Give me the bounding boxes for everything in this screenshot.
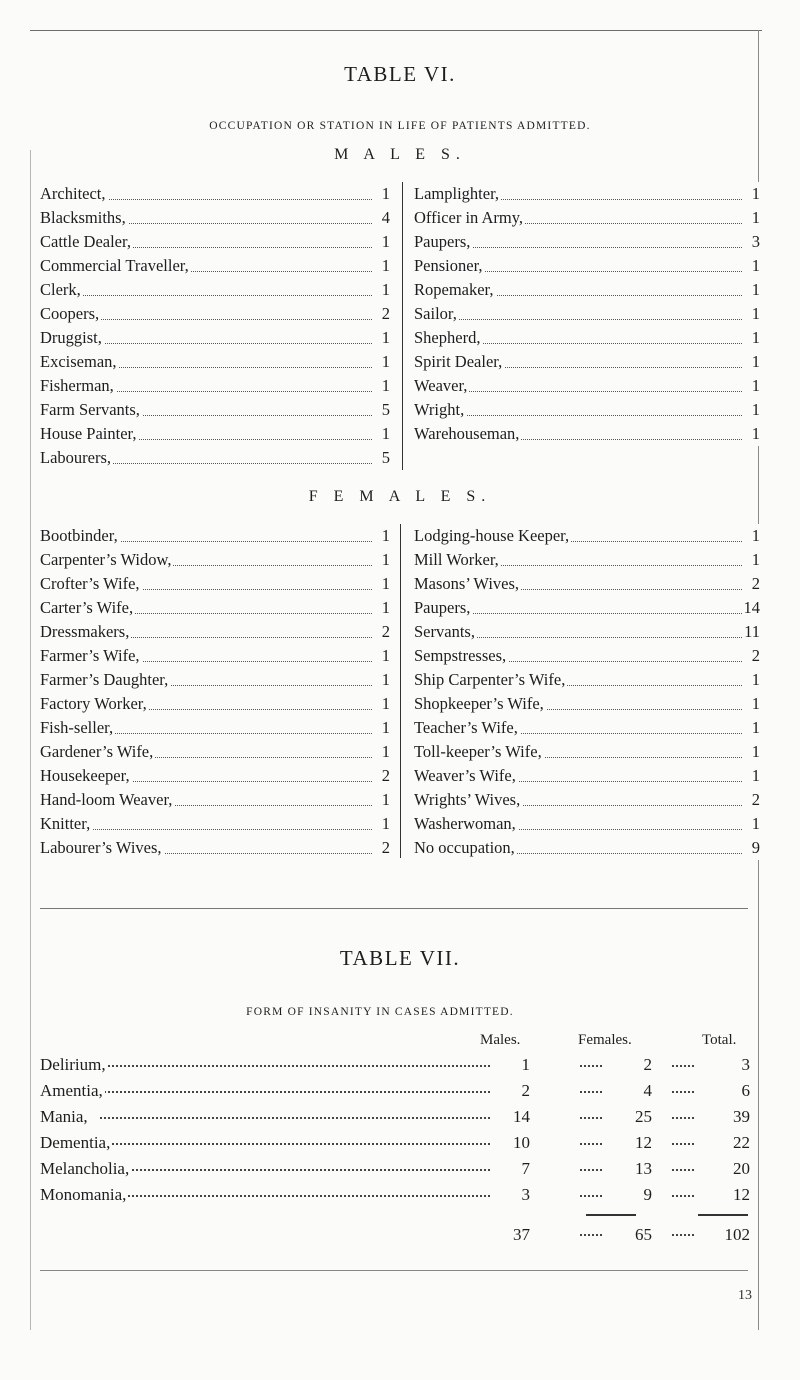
occupation-count: 2 [380,764,390,788]
total-count: 6 [741,1081,750,1100]
occupation-row [414,326,760,350]
occupation-row [40,620,390,644]
occupation-row [40,548,390,572]
males-count: 1 [521,1055,530,1074]
occupation-name: Farmer’s Wife, [40,646,140,665]
occupation-row [414,182,760,206]
occupation-row [414,278,760,302]
occupation-row [414,596,760,620]
occupation-name: Washerwoman, [414,814,516,833]
occupation-row [414,692,760,716]
occupation-row [40,788,390,812]
occupation-name: Hand-loom Weaver, [40,790,173,809]
leader-dots [100,1065,490,1067]
occupation-name: Weaver’s Wife, [414,766,516,785]
occupation-row [40,668,390,692]
occupation-name: Paupers, [414,232,471,251]
leader-dots [100,1195,490,1197]
occupation-row [414,422,760,446]
total-females: 65 [635,1225,652,1244]
total-count: 12 [733,1185,750,1204]
occupation-name: Fish-seller, [40,718,114,737]
occupation-name: Cattle Dealer, [40,232,131,251]
leader-dots [580,1234,602,1236]
males-heading: M A L E S. [334,146,466,163]
total-count: 20 [733,1159,750,1178]
occupation-count: 1 [380,716,390,740]
occupation-count: 1 [750,302,760,326]
females-count: 2 [643,1055,652,1074]
males-count: 3 [521,1185,530,1204]
occupation-name: Druggist, [40,328,102,347]
leader-dots [672,1143,694,1145]
occupation-name: Servants, [414,622,475,641]
occupation-name: Lamplighter, [414,184,500,203]
occupation-count: 5 [380,446,390,470]
occupation-name: Coopers, [40,304,100,323]
occupation-row [414,668,760,692]
occupation-count: 1 [750,350,760,374]
occupation-count: 1 [750,716,760,740]
occupation-count: 1 [750,692,760,716]
occupation-count: 1 [750,254,760,278]
occupation-name: Sailor, [414,304,457,323]
occupation-row [414,524,760,548]
occupation-count: 3 [750,230,760,254]
occupation-row [40,446,390,470]
occupation-count: 1 [380,326,390,350]
occupation-count: 2 [380,302,390,326]
occupation-row [414,374,760,398]
occupation-name: Lodging-house Keeper, [414,526,570,545]
females-left-column [40,524,390,860]
insanity-row [40,1104,770,1129]
insanity-form: Monomania, [40,1182,128,1207]
occupation-count: 2 [380,836,390,860]
occupation-count: 1 [750,182,760,206]
occupation-count: 1 [380,230,390,254]
occupation-count: 1 [750,548,760,572]
occupation-row [414,398,760,422]
occupation-name: Masons’ Wives, [414,574,520,593]
total-males: 37 [513,1225,530,1244]
occupation-name: Weaver, [414,376,468,395]
occupation-name: Toll-keeper’s Wife, [414,742,542,761]
occupation-count: 1 [380,572,390,596]
occupation-name: Architect, [40,184,106,203]
males-count: 14 [513,1107,530,1126]
insanity-form: Amentia, [40,1078,105,1103]
occupation-count: 1 [750,206,760,230]
leader-dots [672,1091,694,1093]
grand-total: 102 [724,1225,750,1244]
occupation-row [414,812,760,836]
females-column-divider [400,524,401,858]
males-left-column [40,182,390,470]
occupation-count: 2 [750,644,760,668]
occupation-row [414,230,760,254]
females-count: 9 [643,1185,652,1204]
females-heading: F E M A L E S. [308,488,492,505]
top-rule [30,30,762,31]
insanity-form: Delirium, [40,1052,108,1077]
occupation-name: Dressmakers, [40,622,130,641]
insanity-row [40,1052,770,1077]
occupation-row [40,812,390,836]
occupation-row [414,644,760,668]
occupation-name: Housekeeper, [40,766,130,785]
occupation-count: 1 [380,254,390,278]
females-count: 12 [635,1133,652,1152]
occupation-count: 1 [750,278,760,302]
leader-dots [672,1195,694,1197]
occupation-name: Knitter, [40,814,91,833]
occupation-row [40,716,390,740]
left-margin-rule [30,150,31,1330]
occupation-name: Warehouseman, [414,424,520,443]
occupation-count: 1 [380,524,390,548]
occupation-row [40,374,390,398]
leader-dots [672,1065,694,1067]
occupation-count: 2 [750,788,760,812]
occupation-count: 2 [750,572,760,596]
occupation-row [40,524,390,548]
occupation-name: Mill Worker, [414,550,499,569]
occupation-count: 1 [750,374,760,398]
leader-dots [672,1169,694,1171]
occupation-row [414,350,760,374]
leader-dots [580,1169,602,1171]
occupation-row [40,350,390,374]
insanity-form: Melancholia, [40,1156,131,1181]
totals-rule-females [586,1214,636,1216]
occupation-count: 1 [750,524,760,548]
occupation-name: Farmer’s Daughter, [40,670,169,689]
leader-dots [672,1117,694,1119]
occupation-row [40,278,390,302]
leader-dots [580,1195,602,1197]
occupation-name: Shopkeeper’s Wife, [414,694,544,713]
occupation-name: Blacksmiths, [40,208,126,227]
insanity-form: Mania, [40,1104,90,1129]
header-females: Females. [578,1032,632,1048]
females-count: 25 [635,1107,652,1126]
occupation-count: 1 [380,692,390,716]
leader-dots [100,1169,490,1171]
leader-dots [414,319,742,320]
males-count: 7 [521,1159,530,1178]
insanity-row [40,1182,770,1207]
occupation-name: Wright, [414,400,465,419]
occupation-name: Wrights’ Wives, [414,790,521,809]
leader-dots [100,1143,490,1145]
occupation-count: 1 [750,422,760,446]
occupation-count: 1 [380,668,390,692]
occupation-name: No occupation, [414,838,515,857]
table-vii-subtitle: FORM OF INSANITY IN CASES ADMITTED. [246,1006,514,1018]
occupation-count: 1 [380,278,390,302]
occupation-row [414,620,760,644]
total-count: 22 [733,1133,750,1152]
occupation-name: Ropemaker, [414,280,494,299]
occupation-row [40,182,390,206]
occupation-count: 9 [750,836,760,860]
occupation-name: Gardener’s Wife, [40,742,154,761]
occupation-name: Bootbinder, [40,526,118,545]
occupation-count: 1 [380,788,390,812]
occupation-count: 1 [380,374,390,398]
occupation-row [414,206,760,230]
section-divider-rule [40,908,748,909]
leader-dots [580,1065,602,1067]
occupation-count: 5 [380,398,390,422]
leader-dots [40,295,372,296]
occupation-count: 1 [380,740,390,764]
occupation-row [414,716,760,740]
occupation-count: 1 [380,350,390,374]
occupation-name: Fisherman, [40,376,114,395]
occupation-count: 11 [742,620,760,644]
occupation-count: 1 [750,668,760,692]
occupation-name: Farm Servants, [40,400,140,419]
occupation-count: 1 [750,812,760,836]
occupation-name: Labourer’s Wives, [40,838,162,857]
total-count: 39 [733,1107,750,1126]
occupation-count: 2 [380,620,390,644]
occupation-count: 1 [380,422,390,446]
header-total: Total. [702,1032,737,1048]
females-count: 13 [635,1159,652,1178]
page-number: 13 [738,1288,752,1303]
occupation-count: 1 [750,764,760,788]
occupation-row [414,302,760,326]
occupation-name: Ship Carpenter’s Wife, [414,670,566,689]
insanity-row [40,1078,770,1103]
occupation-row [40,302,390,326]
females-count: 4 [643,1081,652,1100]
occupation-count: 4 [380,206,390,230]
occupation-name: Clerk, [40,280,81,299]
occupation-name: Pensioner, [414,256,483,275]
occupation-count: 1 [750,326,760,350]
occupation-row [40,836,390,860]
occupation-name: Paupers, [414,598,471,617]
occupation-count: 1 [750,740,760,764]
occupation-name: Shepherd, [414,328,481,347]
leader-dots [580,1143,602,1145]
leader-dots [580,1091,602,1093]
occupation-row [40,740,390,764]
females-right-column [414,524,760,860]
table-vi-subtitle: OCCUPATION OR STATION IN LIFE OF PATIENTS ADMITTED. [209,120,591,132]
occupation-row [40,398,390,422]
insanity-row [40,1156,770,1181]
bottom-rule [40,1270,748,1271]
occupation-row [40,692,390,716]
occupation-name: Sempstresses, [414,646,507,665]
occupation-name: Crofter’s Wife, [40,574,140,593]
occupation-row [40,422,390,446]
occupation-row [414,740,760,764]
totals-rule-total [698,1214,748,1216]
insanity-form: Dementia, [40,1130,112,1155]
leader-dots [100,1091,490,1093]
occupation-row [414,788,760,812]
occupation-row [40,596,390,620]
total-count: 3 [741,1055,750,1074]
occupation-name: House Painter, [40,424,137,443]
males-count: 10 [513,1133,530,1152]
occupation-row [414,548,760,572]
occupation-count: 1 [380,182,390,206]
occupation-name: Carpenter’s Widow, [40,550,172,569]
occupation-row [414,572,760,596]
occupation-row [40,206,390,230]
occupation-row [414,764,760,788]
leader-dots [100,1117,490,1119]
occupation-count: 1 [380,644,390,668]
occupation-name: Officer in Army, [414,208,524,227]
occupation-name: Factory Worker, [40,694,147,713]
occupation-count: 1 [750,398,760,422]
occupation-row [414,254,760,278]
table-vii-title: TABLE VII. [339,946,461,970]
males-column-divider [402,182,403,470]
leader-dots [672,1234,694,1236]
occupation-name: Teacher’s Wife, [414,718,518,737]
occupation-count: 1 [380,548,390,572]
totals-row [40,1222,770,1247]
occupation-row [40,230,390,254]
occupation-name: Carter’s Wife, [40,598,134,617]
occupation-name: Commercial Traveller, [40,256,189,275]
occupation-row [40,326,390,350]
table-vi-title: TABLE VI. [344,62,456,86]
occupation-row [40,644,390,668]
males-right-column [414,182,760,446]
males-count: 2 [521,1081,530,1100]
occupation-count: 14 [742,596,761,620]
occupation-row [40,572,390,596]
occupation-row [40,764,390,788]
occupation-count: 1 [380,596,390,620]
occupation-name: Exciseman, [40,352,117,371]
occupation-row [40,254,390,278]
occupation-row [414,836,760,860]
occupation-count: 1 [380,812,390,836]
insanity-row [40,1130,770,1155]
occupation-name: Labourers, [40,448,112,467]
leader-dots [580,1117,602,1119]
occupation-name: Spirit Dealer, [414,352,503,371]
header-males: Males. [480,1032,521,1048]
